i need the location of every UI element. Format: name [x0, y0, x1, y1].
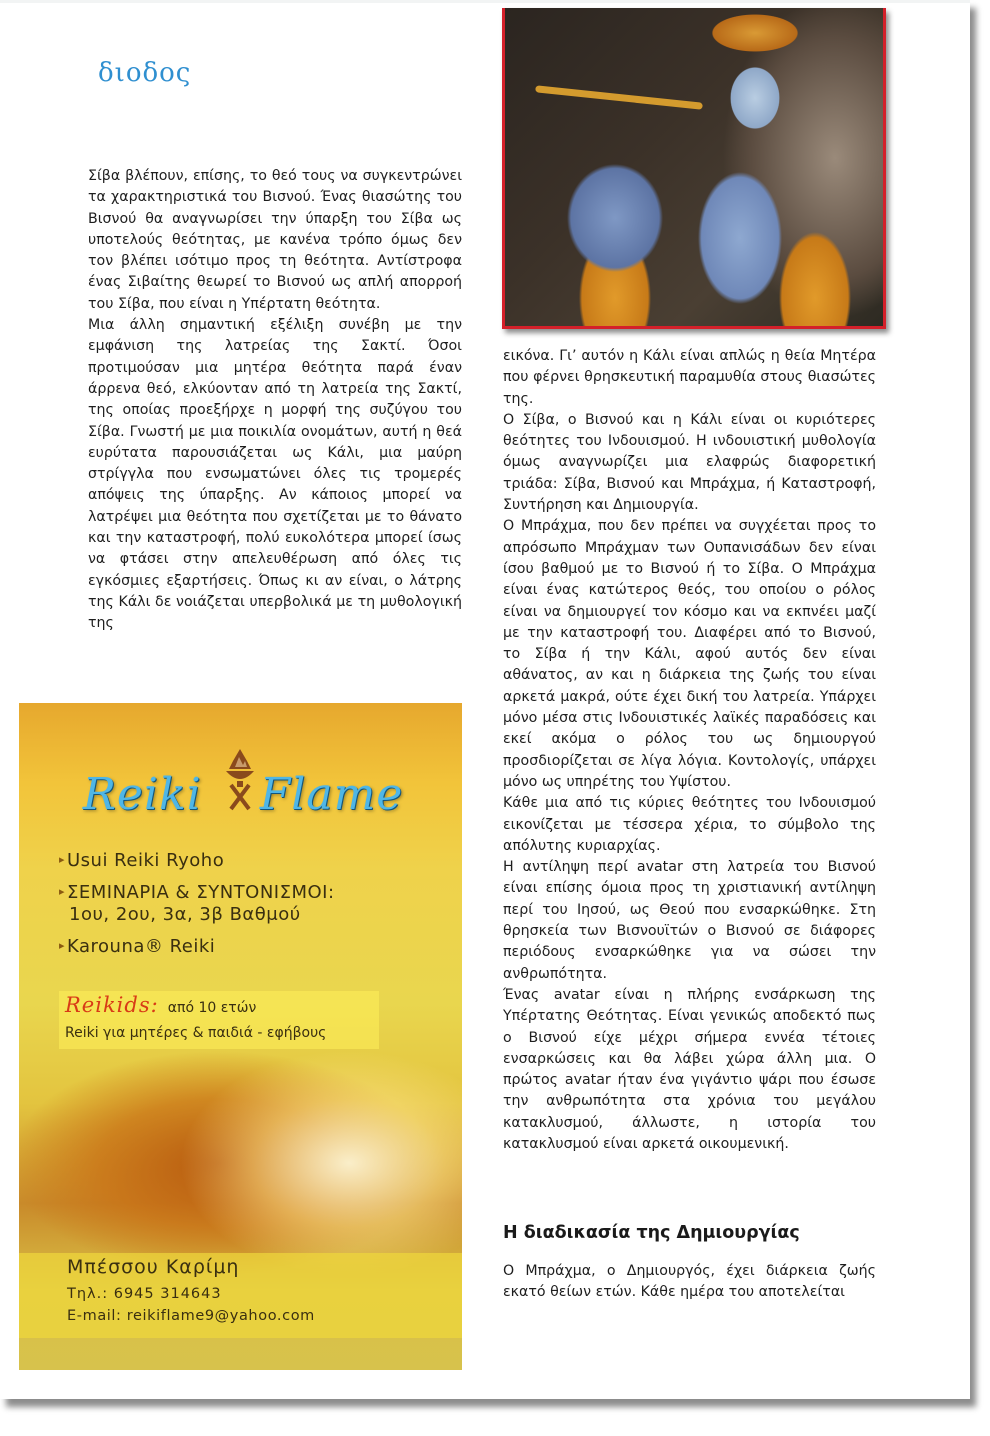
section-text — [503, 1261, 876, 1304]
contact-phone: Τηλ.: 6945 314643 — [67, 1286, 222, 1302]
service-item: ▸ Karouna® Reiki — [59, 936, 216, 957]
paragraph: Ένας avatar είναι η πλήρης ενσάρκωση της Υπέρτατης Θεότητας. Είναι γενικώς αποδεκτό πως ο Βισνού είχε μέχρι σήμερα εννέα τέτοιες ενσαρκώσεις και θα λάβει χώρα άλλη μια. Ο πρώτος avatar ήταν ένα γιγάντιο ψάρι που έσωσε την ανθρωπότητα στα χρόνια του μεγάλου κατακλυσμού, άλλωστε, η ιστορία του κατακλυσμού είναι αρκετά οικουμενική. — [503, 986, 876, 1152]
reikids-brand: Reikids: — [65, 993, 159, 1017]
bullet-icon: ▸ — [59, 939, 66, 952]
right-text-column — [503, 346, 876, 1155]
krishna-painting — [502, 8, 886, 329]
paragraph: Κάθε μια από τις κύριες θεότητες του Ινδουισμού εικονίζεται με τέσσερα χέρια, το σύμβολο της απόλυτης κυριαρχίας. — [503, 795, 876, 854]
service-item: ▸ Usui Reiki Ryoho — [59, 850, 225, 871]
paragraph: Ο Μπράχμα, ο Δημιουργός, έχει διάρκεια ζωής εκατό θείων ετών. Κάθε ημέρα του αποτελείται — [503, 1263, 876, 1301]
reikids-box — [59, 991, 379, 1049]
paragraph: εικόνα. Γι’ αυτόν η Κάλι είναι απλώς η θεία Μητέρα που φέρνει θρησκευτική παραμυθία στους θιασώτες της. — [503, 348, 876, 407]
reiki-flame-advertisement — [19, 703, 462, 1370]
paragraph: Ο Μπράχμα, που δεν πρέπει να συγχέεται προς το απρόσωπο Μπράχμαν των Ουπανισάδων δεν είναι ίσου βαθμού με το Βισνού ή το Σίβα. Ο Μπράχμα είναι ένας κατώτερος θεός, του οποίου ο ρόλος είναι να δημιουργεί τον κόσμο και να εκπνέει μαζί με την καταστροφή του. Διαφέρει από το Βισνού, το Σίβα ή την Κάλι, αφού αυτός δεν είναι αθάνατος, αν και η διάρκεια της ζωής του είναι αρκετά μακρά, ούτε έχει δική του λατρεία. Υπάρχει μόνο μέσα στις Ινδουιστικές λαϊκές παραδόσεις και εκεί ακόμα ο ρόλος του ως δημιουργού προσδιορίζεται σε λίγα λόγια. Κοντολογίς, υπάρχει μόνο ως υπηρέτης του Υψίστου. — [503, 518, 876, 790]
contact-box — [19, 1253, 462, 1338]
paragraph: Σίβα βλέπουν, επίσης, το θεό τους να συγκεντρώνει τα χαρακτηριστικά του Βισνού. Ένας θιασώτης του Βισνού θα αναγνωρίσει την ύπαρξη του Σίβα ως υποτελούς θεότητας, με κανένα τρόπο όμως δεν τον βλέπει ισότιμο προς τη θεότητα. Αντίστροφα ένας Σιβαίτης θεωρεί το Βισνού ως απλή απορροή του Σίβα, που είναι η Υπέρτατη θεότητα. — [88, 168, 462, 312]
magazine-logo — [98, 58, 191, 88]
paragraph: Η αντίληψη περί avatar στη λατρεία του Βισνού είναι επίσης όμοια προς τη χριστιανική αντίληψη περί του Ιησού, ως Θεού που ενσαρκώθηκε. Στη θρησκεία των Βισνουϊτών ο Βισνού σε διάφορες περιόδους ενσαρκώθηκε για να σώσει την ανθρωπότητα. — [503, 859, 876, 982]
ad-title-left: Reiki — [82, 769, 202, 820]
bullet-icon: ▸ — [59, 853, 66, 866]
reikids-age: από 10 ετών — [167, 1000, 257, 1016]
flute-shape — [535, 85, 703, 110]
service-item: ▸ ΣΕΜΙΝΑΡΙΑ & ΣΥΝΤΟΝΙΣΜΟΙ: 1ου, 2ου, 3α, 3β Βαθμού — [59, 882, 335, 925]
paragraph: Μια άλλη σημαντική εξέλιξη συνέβη με την εμφάνιση της λατρείας της Σακτί. Όσοι προτιμούσαν μια μητέρα θεότητα παρά έναν άρρενα θεό, ελκύονταν από τη λατρεία της Σακτί, της οποίας προεξήρχε η μορφή της συζύγου του Σίβα. Γνωστή με μια ποικιλία ονομάτων, αυτή η θεά ευρύτατα παρουσιάζεται ως Κάλι, μια μαύρη στρίγγλα που ενσωματώνει όλες τις τρομερές απόψεις της ύπαρξης. Αν κάποιος μπορεί να λατρέψει μια θεότητα που σχετίζεται με το θάνατο και την καταστροφή, πολύ ευκολότερα μπορεί ίσως να φτάσει στην απελευθέρωση από όλες τις εγκόσμιες εξαρτήσεις. Όπως κι αν είναι, ο λάτρης της Κάλι δε νοιάζεται υπερβολικά με τη μυθολογική της — [88, 317, 462, 632]
logo-text: διοδος — [98, 58, 192, 88]
paragraph: Ο Σίβα, ο Βισνού και η Κάλι είναι οι κυριότερες θεότητες του Ινδουισμού. Η ινδουιστική μυθολογία όμως αναγνωρίζει μια ελαφρώς διαφορετική τριάδα: Σίβα, Βισνού και Μπράχμα, ή Καταστροφή, Συντήρηση και Δημιουργία. — [503, 411, 876, 514]
flame-bowl-icon — [223, 747, 257, 811]
contact-name: Μπέσσου Καρίμη — [67, 1256, 240, 1278]
left-text-column — [88, 166, 462, 635]
section-heading: Η διαδικασία της Δημιουργίας — [503, 1223, 800, 1243]
contact-email: E-mail: reikiflame9@yahoo.com — [67, 1308, 315, 1324]
reikids-description: Reiki για μητέρες & παιδιά - εφήβους — [65, 1025, 327, 1041]
bullet-icon: ▸ — [59, 885, 66, 898]
ad-title-right: Flame — [259, 769, 404, 820]
services-list — [59, 849, 335, 967]
